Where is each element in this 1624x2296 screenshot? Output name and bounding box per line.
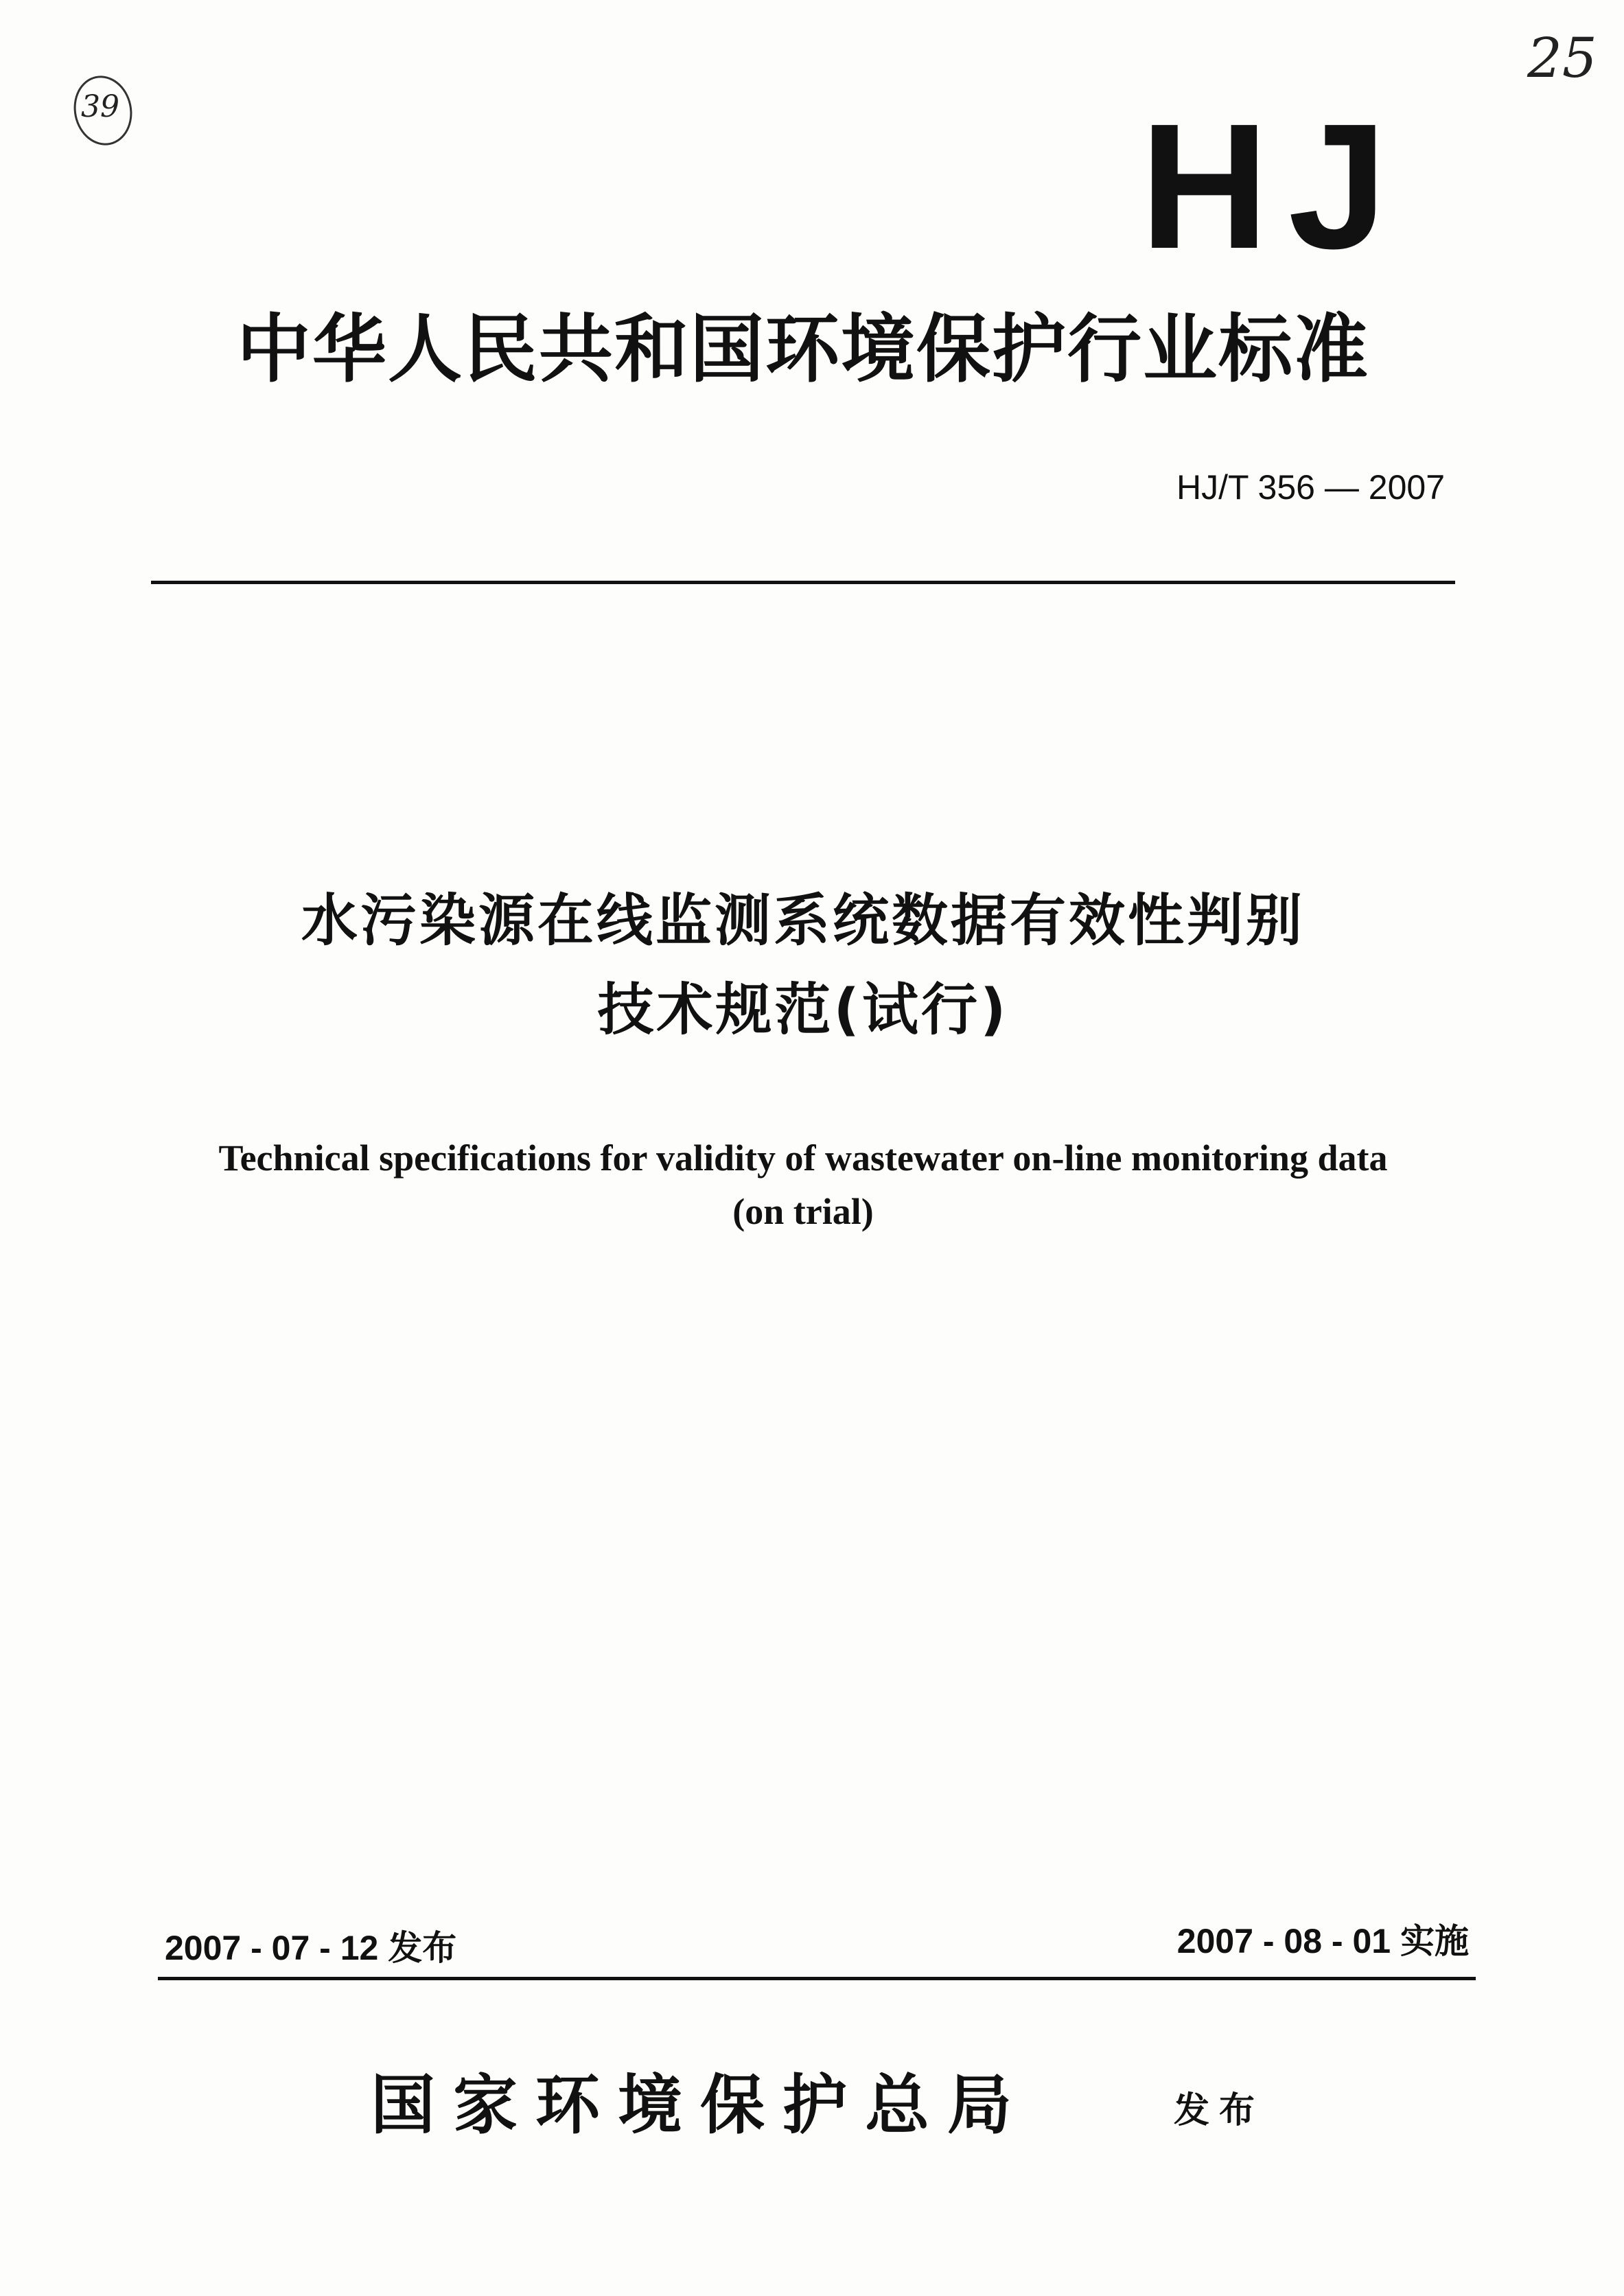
document-title-en-line1: Technical specifications for validity of wastewater on-line monitoring data xyxy=(218,1137,1388,1179)
header-divider xyxy=(151,581,1455,584)
hj-logo xyxy=(1126,113,1421,257)
issue-date: 2007 - 07 - 12 发布 xyxy=(165,1929,457,1967)
document-title-en-line2: (on trial) xyxy=(732,1191,874,1232)
standard-code: HJ/T 356 — 2007 xyxy=(1176,468,1445,507)
publisher-name: 国家环境保护总局 xyxy=(371,2068,1030,2143)
implementation-date: 2007 - 08 - 01 实施 xyxy=(1176,1922,1469,1960)
standard-category-title: 中华人民共和国环境保护行业标准 xyxy=(236,307,1369,393)
margin-note-left xyxy=(69,66,144,148)
hj-logo-text: HJ xyxy=(1139,113,1407,257)
document-title-zh-line2: 技术规范(试行) xyxy=(597,977,1009,1043)
document-title-zh-line1: 水污染源在线监测系统数据有效性判别 xyxy=(301,888,1305,953)
publish-label: 发布 xyxy=(1174,2090,1265,2131)
footer-divider xyxy=(158,1977,1476,1980)
margin-note-left-text: 39 xyxy=(81,89,119,124)
margin-note-right: 25 xyxy=(1527,26,1597,90)
